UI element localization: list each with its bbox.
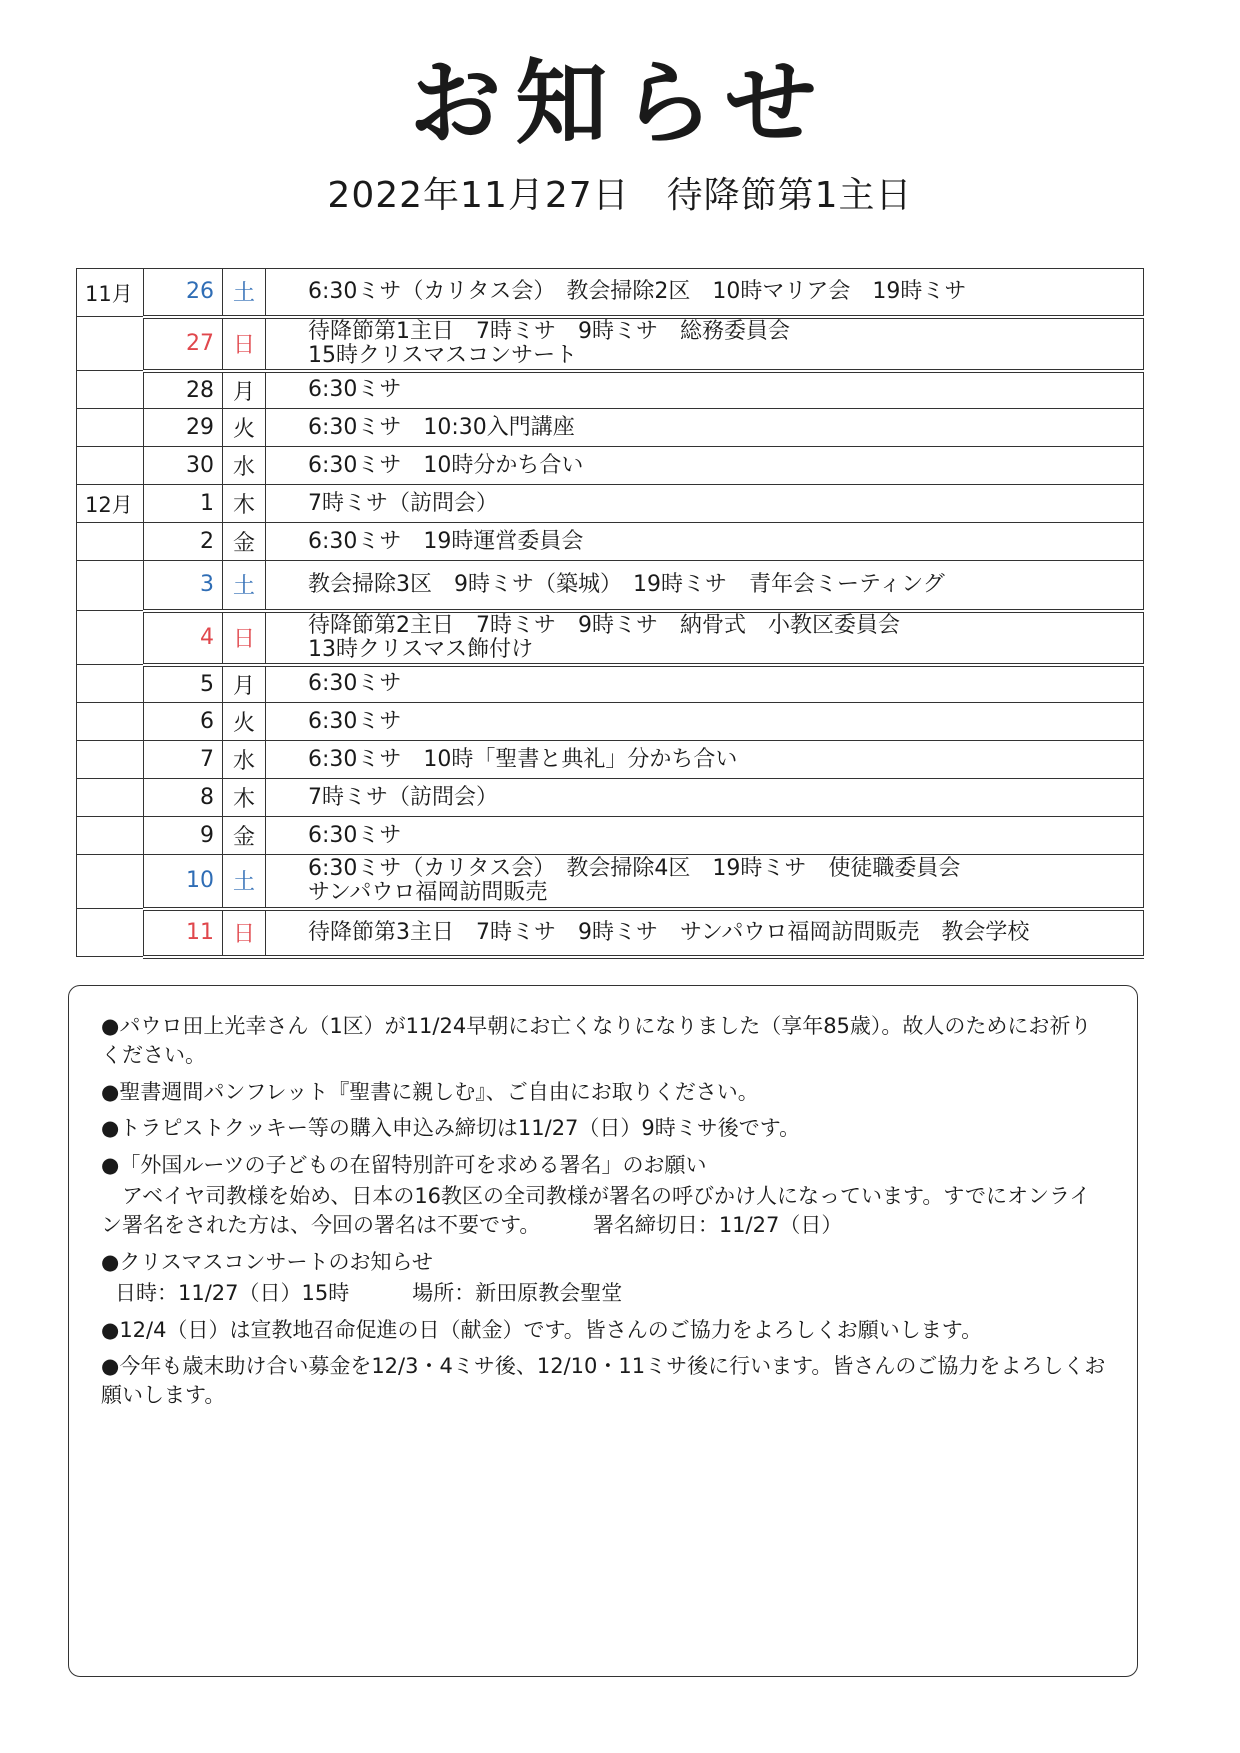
- event-line: 7時ミサ（訪問会）: [308, 784, 498, 810]
- weekday-cell: 金: [223, 523, 266, 561]
- notice-item: ●今年も歳末助け合い募金を12/3・4ミサ後、12/10・11ミサ後に行います。皆さんのご協力をよろしくお願いします。: [101, 1353, 1106, 1408]
- event-line: 6:30ミサ: [308, 708, 402, 734]
- month-cell: [77, 371, 144, 409]
- schedule-row: [77, 447, 1144, 485]
- event-cell: [266, 909, 1144, 957]
- event-line: 15時クリスマスコンサート: [308, 342, 578, 368]
- event-cell: [266, 703, 1144, 741]
- month-cell: [77, 561, 144, 611]
- day-cell: 3: [144, 561, 223, 611]
- schedule-row: [77, 409, 1144, 447]
- day-cell: 2: [144, 523, 223, 561]
- day-cell: 27: [144, 317, 223, 371]
- notice-item: ●トラピストクッキー等の購入申込み締切は11/27（日）9時ミサ後です。: [101, 1116, 801, 1141]
- event-cell: [266, 409, 1144, 447]
- event-line: サンパウロ福岡訪問販売: [308, 879, 548, 905]
- event-cell: [266, 317, 1144, 371]
- month-cell: [77, 523, 144, 561]
- notice-item: ●「外国ルーツの子どもの在留特別許可を求める署名」のお願い: [101, 1152, 707, 1177]
- event-line: 13時クリスマス飾付け: [308, 636, 534, 662]
- event-cell: [266, 611, 1144, 665]
- day-cell: 11: [144, 909, 223, 957]
- month-label: 12月: [85, 492, 133, 517]
- schedule-row: [77, 909, 1144, 957]
- event-cell: [266, 523, 1144, 561]
- event-cell: [266, 817, 1144, 855]
- month-cell: [77, 817, 144, 855]
- month-cell: [77, 741, 144, 779]
- weekday-cell: 日: [223, 611, 266, 665]
- event-cell: [266, 269, 1144, 317]
- day-cell: 6: [144, 703, 223, 741]
- month-cell: [77, 703, 144, 741]
- weekday-cell: 火: [223, 409, 266, 447]
- weekday-cell: 土: [223, 269, 266, 317]
- notice-box: [68, 985, 1138, 1677]
- weekday-cell: 月: [223, 371, 266, 409]
- weekday-cell: 水: [223, 447, 266, 485]
- month-cell: [77, 269, 144, 317]
- weekday-cell: 日: [223, 317, 266, 371]
- page-subtitle: 2022年11月27日 待降節第1主日: [327, 175, 913, 216]
- event-cell: [266, 485, 1144, 523]
- event-line: 6:30ミサ（カリタス会） 教会掃除2区 10時マリア会 19時ミサ: [308, 278, 967, 304]
- page-title: お知らせ: [409, 50, 831, 157]
- day-cell: 8: [144, 779, 223, 817]
- event-line: 6:30ミサ 10時「聖書と典礼」分かち合い: [308, 746, 738, 772]
- event-line: 6:30ミサ: [308, 377, 402, 403]
- day-cell: 26: [144, 269, 223, 317]
- notice-item: 日時：11/27（日）15時 場所：新田原教会聖堂: [115, 1281, 623, 1306]
- schedule-row: [77, 855, 1144, 909]
- notice-item: ●パウロ田上光幸さん（1区）が11/24早朝にお亡くなりになりました（享年85歳）。故人のためにお祈りください。: [101, 1014, 1092, 1068]
- schedule-table: [76, 268, 1144, 959]
- event-line: 待降節第2主日 7時ミサ 9時ミサ 納骨式 小教区委員会: [308, 612, 900, 638]
- day-cell: 5: [144, 665, 223, 703]
- event-cell: [266, 779, 1144, 817]
- event-cell: [266, 371, 1144, 409]
- month-cell: [77, 611, 144, 665]
- event-line: 6:30ミサ: [308, 822, 402, 848]
- schedule-row: [77, 779, 1144, 817]
- schedule-row: [77, 611, 1144, 665]
- notice-item: ●クリスマスコンサートのお知らせ: [101, 1249, 433, 1274]
- schedule-row: [77, 523, 1144, 561]
- schedule-row: [77, 269, 1144, 317]
- event-cell: [266, 561, 1144, 611]
- month-cell: [77, 447, 144, 485]
- month-cell: [77, 485, 144, 523]
- event-line: 待降節第3主日 7時ミサ 9時ミサ サンパウロ福岡訪問販売 教会学校: [308, 919, 1030, 945]
- notice-item: ●聖書週間パンフレット『聖書に親しむ』、ご自由にお取りください。: [101, 1079, 759, 1104]
- schedule-row: [77, 665, 1144, 703]
- day-cell: 9: [144, 817, 223, 855]
- event-cell: [266, 741, 1144, 779]
- schedule-row: [77, 561, 1144, 611]
- day-cell: 29: [144, 409, 223, 447]
- schedule-row: [77, 317, 1144, 371]
- day-cell: 4: [144, 611, 223, 665]
- event-line: 教会掃除3区 9時ミサ（築城） 19時ミサ 青年会ミーティング: [308, 571, 945, 597]
- day-cell: 1: [144, 485, 223, 523]
- weekday-cell: 木: [223, 779, 266, 817]
- weekday-cell: 金: [223, 817, 266, 855]
- event-line: 6:30ミサ: [308, 671, 402, 697]
- weekday-cell: 土: [223, 561, 266, 611]
- month-cell: [77, 909, 144, 957]
- month-label: 11月: [85, 281, 133, 306]
- event-line: 6:30ミサ 10時分かち合い: [308, 452, 584, 478]
- month-cell: [77, 409, 144, 447]
- weekday-cell: 木: [223, 485, 266, 523]
- event-cell: [266, 855, 1144, 909]
- schedule-row: [77, 817, 1144, 855]
- day-cell: 30: [144, 447, 223, 485]
- day-cell: 28: [144, 371, 223, 409]
- event-line: 6:30ミサ 10:30入門講座: [308, 414, 575, 440]
- schedule-row: [77, 371, 1144, 409]
- weekday-cell: 日: [223, 909, 266, 957]
- weekday-cell: 土: [223, 855, 266, 909]
- notice-item: ●12/4（日）は宣教地召命促進の日（献金）です。皆さんのご協力をよろしくお願いします。: [101, 1317, 983, 1342]
- schedule-row: [77, 703, 1144, 741]
- weekday-cell: 火: [223, 703, 266, 741]
- notice-item: アベイヤ司教様を始め、日本の16教区の全司教様が署名の呼びかけ人になっています。すでにオンライン署名をされた方は、今回の署名は不要です。 署名締切日：11/27（日）: [101, 1183, 1091, 1238]
- event-line: 6:30ミサ 19時運営委員会: [308, 528, 584, 554]
- month-cell: [77, 855, 144, 909]
- schedule-row: [77, 485, 1144, 523]
- day-cell: 10: [144, 855, 223, 909]
- month-cell: [77, 665, 144, 703]
- event-cell: [266, 447, 1144, 485]
- event-line: 7時ミサ（訪問会）: [308, 490, 498, 516]
- weekday-cell: 水: [223, 741, 266, 779]
- event-line: 6:30ミサ（カリタス会） 教会掃除4区 19時ミサ 使徒職委員会: [308, 856, 961, 881]
- month-cell: [77, 779, 144, 817]
- month-cell: [77, 317, 144, 371]
- weekday-cell: 月: [223, 665, 266, 703]
- schedule-row: [77, 741, 1144, 779]
- day-cell: 7: [144, 741, 223, 779]
- event-line: 待降節第1主日 7時ミサ 9時ミサ 総務委員会: [308, 318, 790, 344]
- event-cell: [266, 665, 1144, 703]
